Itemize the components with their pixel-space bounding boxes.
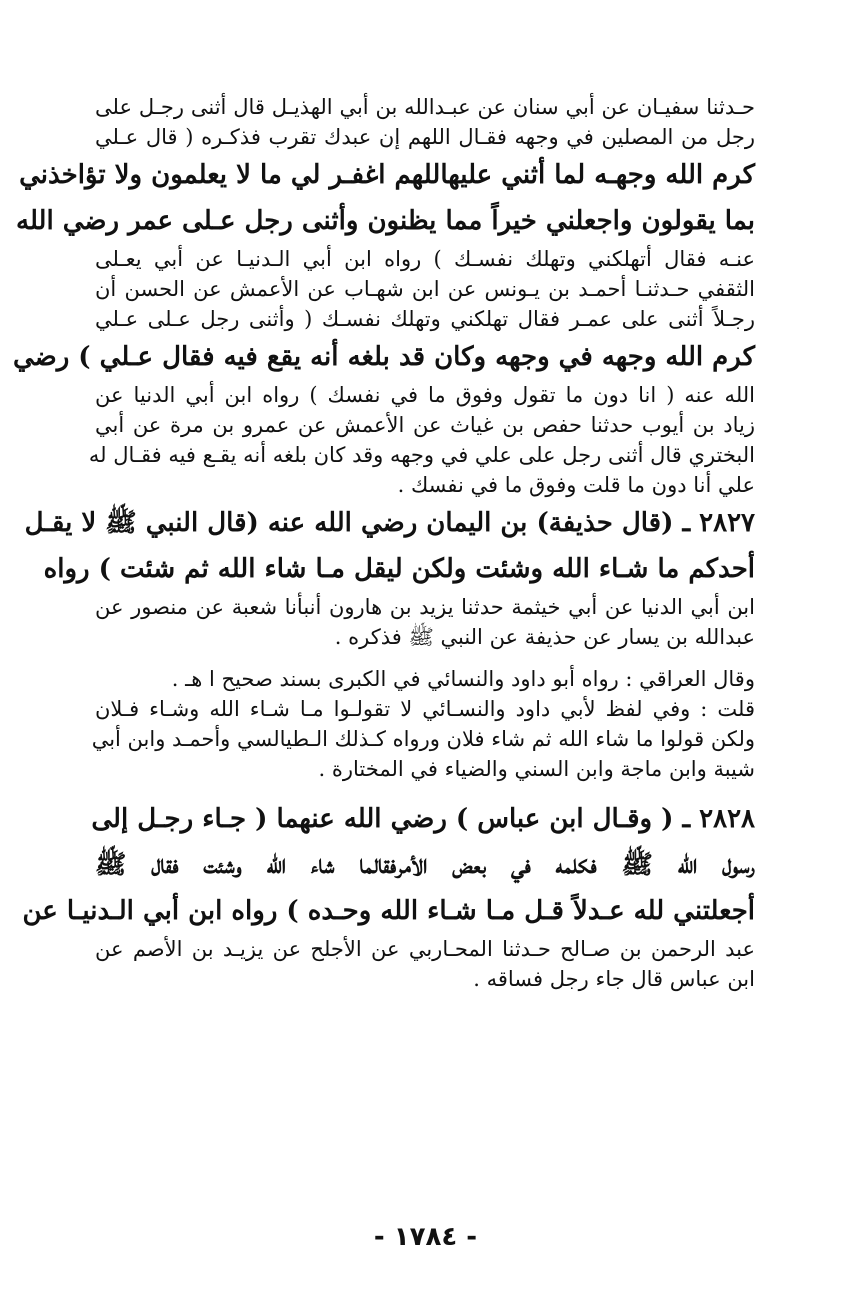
paragraph-gap: [95, 652, 755, 664]
text-line: كرم الله وجهه في وجهه وكان قد بلغه أنه يقع فيه فقال عـلي ) رضي: [12, 342, 755, 372]
text-line: ولكن قولوا ما شاء الله ثم شاء فلان ورواه كـذلك الـطيالسي وأحمـد وابن أبي: [91, 727, 755, 751]
text-line: زياد بن أيوب حدثنا حفص بن غياث عن الأعمش عن عمرو بن مرة عن أبي: [95, 413, 755, 437]
text-line: ٢٨٢٨ ـ ( وقـال ابن عباس ) رضي الله عنهما ( جـاء رجـل إلى: [91, 804, 755, 834]
text-line: البختري قال أثنى رجل على علي في وجهه وقد كان بلغه أنه يقـع فيه فقـال له: [88, 443, 755, 467]
text-line: كرم الله وجهـه لما أثني عليهاللهم اغفـر لي ما لا يعلمون ولا تؤاخذني: [19, 160, 755, 190]
text-line: أجعلتني لله عـدلاً قـل مـا شـاء الله وحـده ) رواه ابن أبي الـدنيـا عن: [22, 896, 755, 926]
text-line: عبدالله بن يسار عن حذيفة عن النبي ﷺ فذكره .: [334, 625, 755, 649]
text-line: وقال العراقي : رواه أبو داود والنسائي في الكبرى بسند صحيح ا هـ .: [171, 667, 755, 691]
text-line: حـدثنا سفيـان عن أبي سنان عن عبـدالله بن أبي الهذيـل قال أثنى رجـل على: [95, 95, 755, 119]
text-line: عبد الرحمن بن صـالح حـدثنا المحـاربي عن الأجلح عن يزيـد بن الأصم عن: [95, 937, 755, 961]
text-line: ابن عباس قال جاء رجل فساقه .: [473, 967, 755, 991]
text-line: عنـه فقال أتهلكني وتهلك نفسـك ) رواه ابن أبي الـدنيـا عن أبي يعـلى: [95, 247, 755, 271]
text-line: علي أنا دون ما قلت وفوق ما في نفسك .: [397, 473, 755, 497]
text-line: بما يقولون واجعلني خيراً مما يظنون وأثنى رجل عـلى عمر رضي الله: [16, 206, 755, 236]
text-line: ابن أبي الدنيا عن أبي خيثمة حدثنا يزيد بن هارون أنبأنا شعبة عن منصور عن: [95, 595, 755, 619]
text-line: الثقفي حـدثنـا أحمـد بن يـونس عن ابن شهـاب عن الأعمش عن الحسن أن: [95, 277, 755, 301]
text-line: رجـلاً أثنى على عمـر فقال تهلكني وتهلك نفسـك ( وأثنى رجل عـلى عـلي: [95, 307, 755, 331]
body-text: [12, 92, 755, 994]
text-line: أحدكم ما شـاء الله وشئت ولكن ليقل مـا شاء الله ثم شئت ) رواه: [43, 554, 755, 584]
text-line: شيبة وابن ماجة وابن السني والضياء في المختارة .: [318, 757, 755, 781]
text-line: قلت : وفي لفظ لأبي داود والنسـائي لا تقولـوا مـا شـاء الله وشـاء فـلان: [95, 697, 755, 721]
page-number: - ١٧٨٤ -: [373, 1222, 478, 1252]
paragraph-gap: [95, 784, 755, 796]
text-line: ٢٨٢٧ ـ (قال حذيفة) بن اليمان رضي الله عنه (قال النبي ﷺ لا يقـل: [24, 508, 755, 538]
text-line: الله عنه ( انا دون ما تقول وفوق ما في نفسك ) رواه ابن أبي الدنيا عن: [95, 383, 755, 407]
text-line: رسول الله ﷺ فكلمه في بعض الأمرفقالما شاء الله وشئت فقال ﷺ: [95, 850, 755, 880]
text-line: رجل من المصلين في وجهه فقـال اللهم إن عبدك تقرب فذكـره ( قال عـلي: [95, 125, 755, 149]
